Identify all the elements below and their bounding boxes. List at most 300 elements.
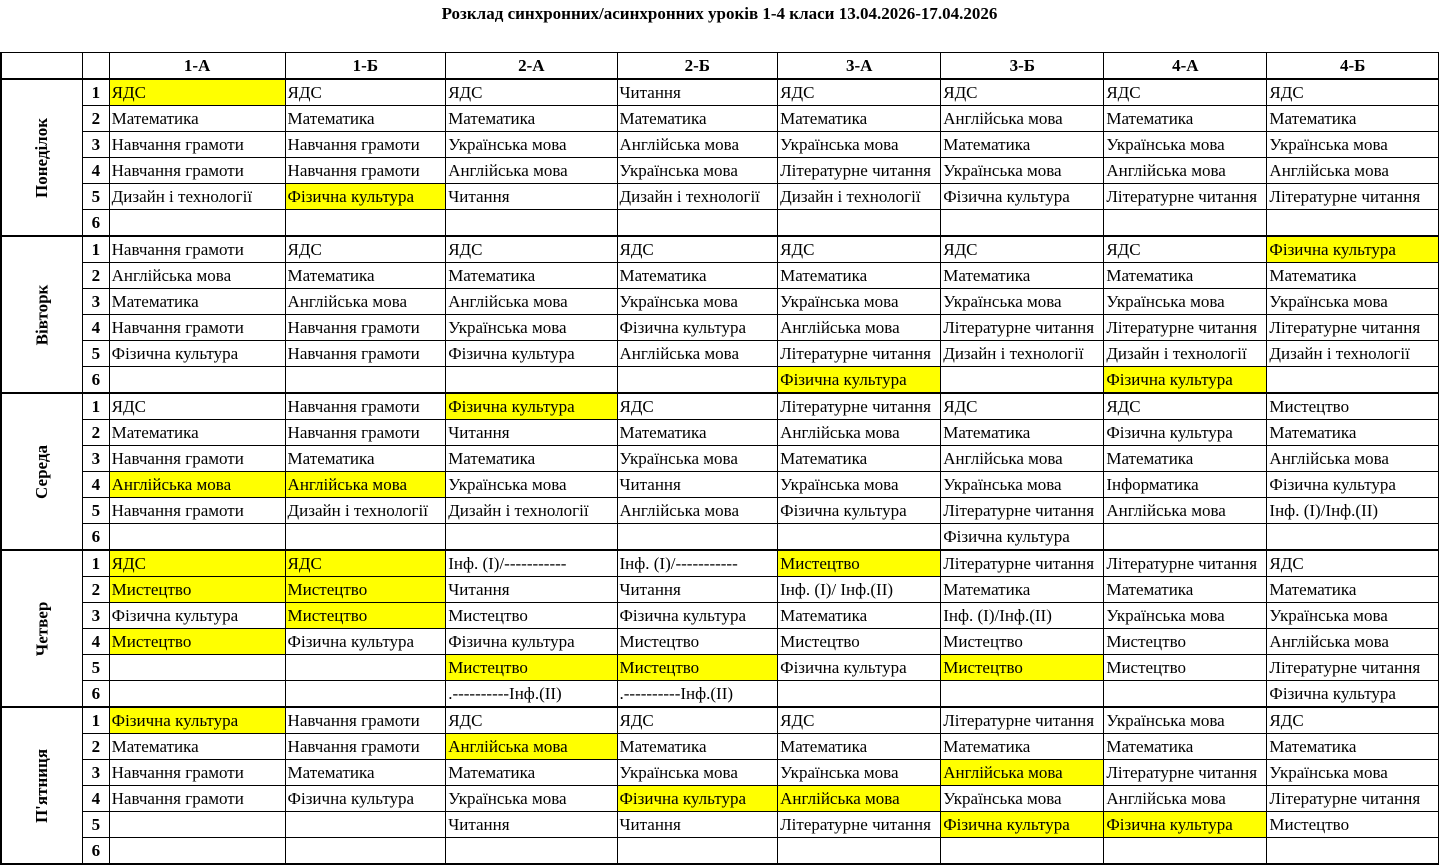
lesson-cell[interactable]: Математика	[1267, 420, 1439, 446]
lesson-cell[interactable]	[1104, 681, 1267, 708]
lesson-cell[interactable]: Англійська мова	[1104, 786, 1267, 812]
lesson-cell[interactable]: Українська мова	[941, 472, 1104, 498]
lesson-cell[interactable]: ЯДС	[109, 79, 285, 106]
lesson-cell[interactable]: ЯДС	[446, 79, 617, 106]
lesson-row	[1, 577, 1439, 603]
lesson-cell[interactable]: ЯДС	[285, 236, 446, 263]
lesson-cell[interactable]: Літературне читання	[1104, 184, 1267, 210]
lesson-cell[interactable]: Математика	[285, 446, 446, 472]
lesson-cell[interactable]: ЯДС	[285, 550, 446, 577]
lesson-cell[interactable]: Математика	[941, 420, 1104, 446]
lesson-cell[interactable]: ЯДС	[1104, 79, 1267, 106]
lesson-number: 1	[83, 550, 110, 577]
day-label	[1, 707, 83, 864]
lesson-cell[interactable]: Навчання грамоти	[285, 707, 446, 734]
lesson-cell[interactable]: Українська мова	[1267, 603, 1439, 629]
lesson-number: 3	[83, 760, 110, 786]
lesson-row	[1, 838, 1439, 865]
lesson-cell[interactable]: Математика	[109, 734, 285, 760]
lesson-cell[interactable]: Мистецтво	[617, 655, 778, 681]
lesson-cell[interactable]: Літературне читання	[778, 812, 941, 838]
lesson-cell[interactable]: Англійська мова	[941, 446, 1104, 472]
lesson-cell[interactable]: Дизайн і технології	[941, 341, 1104, 367]
class-header: 4-Б	[1267, 53, 1439, 80]
lesson-row	[1, 236, 1439, 263]
class-header: 1-Б	[285, 53, 446, 80]
lesson-cell[interactable]: Дизайн і технології	[1267, 341, 1439, 367]
lesson-row	[1, 655, 1439, 681]
lesson-row	[1, 315, 1439, 341]
lesson-cell[interactable]: Інф. (І)/Інф.(ІІ)	[1267, 498, 1439, 524]
lesson-cell[interactable]: Англійська мова	[778, 315, 941, 341]
lesson-number: 6	[83, 367, 110, 394]
lesson-cell[interactable]: ЯДС	[109, 550, 285, 577]
lesson-cell[interactable]: Літературне читання	[1104, 315, 1267, 341]
lesson-number: 4	[83, 315, 110, 341]
lesson-cell[interactable]: Фізична культура	[109, 707, 285, 734]
lesson-number: 1	[83, 707, 110, 734]
lesson-cell[interactable]: Інф. (І)/ Інф.(ІІ)	[778, 577, 941, 603]
lesson-cell[interactable]	[285, 655, 446, 681]
lesson-cell[interactable]: Навчання грамоти	[109, 446, 285, 472]
lesson-cell[interactable]: Англійська мова	[446, 158, 617, 184]
lesson-cell[interactable]: Математика	[1104, 446, 1267, 472]
lesson-cell[interactable]: Математика	[109, 106, 285, 132]
lesson-cell[interactable]: Читання	[446, 184, 617, 210]
lesson-cell[interactable]: Літературне читання	[1267, 655, 1439, 681]
lesson-cell[interactable]: Математика	[109, 420, 285, 446]
lesson-number: 2	[83, 106, 110, 132]
lesson-cell[interactable]: ЯДС	[941, 393, 1104, 420]
day-label	[1, 79, 83, 236]
lesson-cell[interactable]: Математика	[617, 734, 778, 760]
lesson-cell[interactable]: Навчання грамоти	[109, 786, 285, 812]
lesson-row	[1, 707, 1439, 734]
lesson-cell[interactable]	[617, 524, 778, 551]
lesson-cell[interactable]	[285, 838, 446, 865]
lesson-cell[interactable]: Математика	[285, 106, 446, 132]
lesson-cell[interactable]: Англійська мова	[109, 263, 285, 289]
lesson-row	[1, 420, 1439, 446]
lesson-cell[interactable]	[1267, 524, 1439, 551]
lesson-cell[interactable]: Математика	[285, 760, 446, 786]
lesson-cell[interactable]: ЯДС	[1104, 236, 1267, 263]
lesson-cell[interactable]: Українська мова	[1104, 132, 1267, 158]
lesson-cell[interactable]: Навчання грамоти	[285, 393, 446, 420]
lesson-cell[interactable]: Мистецтво	[109, 629, 285, 655]
lesson-cell[interactable]: Фізична культура	[446, 629, 617, 655]
lesson-cell[interactable]: Математика	[109, 289, 285, 315]
lesson-row	[1, 734, 1439, 760]
lesson-cell[interactable]: Українська мова	[1104, 707, 1267, 734]
lesson-number: 4	[83, 158, 110, 184]
lesson-cell[interactable]: Математика	[285, 263, 446, 289]
lesson-cell[interactable]	[109, 524, 285, 551]
lesson-number: 6	[83, 524, 110, 551]
day-name: Вівторк	[31, 284, 51, 345]
lesson-cell[interactable]: Навчання грамоти	[285, 158, 446, 184]
lesson-row	[1, 263, 1439, 289]
lesson-cell[interactable]: Навчання грамоти	[109, 132, 285, 158]
lesson-cell[interactable]: Фізична культура	[941, 812, 1104, 838]
lesson-cell[interactable]: ЯДС	[778, 707, 941, 734]
lesson-cell[interactable]: Математика	[1267, 106, 1439, 132]
lesson-row	[1, 367, 1439, 394]
lesson-cell[interactable]: Читання	[617, 812, 778, 838]
lesson-cell[interactable]	[617, 210, 778, 237]
lesson-cell[interactable]: Мистецтво	[778, 550, 941, 577]
lesson-cell[interactable]: ЯДС	[617, 393, 778, 420]
lesson-cell[interactable]	[941, 210, 1104, 237]
lesson-cell[interactable]: Англійська мова	[285, 289, 446, 315]
lesson-cell[interactable]: Українська мова	[1104, 289, 1267, 315]
lesson-cell[interactable]: Літературне читання	[1267, 786, 1439, 812]
lesson-cell[interactable]	[109, 367, 285, 394]
lesson-cell[interactable]: Мистецтво	[941, 629, 1104, 655]
schedule-title: Розклад синхронних/асинхронних уроків 1-4 класи 13.04.2026-17.04.2026	[441, 4, 998, 23]
lesson-cell[interactable]: Інф. (І)/Інф.(ІІ)	[941, 603, 1104, 629]
lesson-cell[interactable]: Українська мова	[446, 132, 617, 158]
lesson-cell[interactable]	[285, 524, 446, 551]
lesson-cell[interactable]: Мистецтво	[1267, 812, 1439, 838]
lesson-cell[interactable]: Фізична культура	[285, 786, 446, 812]
lesson-cell[interactable]: ЯДС	[446, 707, 617, 734]
lesson-cell[interactable]	[941, 367, 1104, 394]
lesson-cell[interactable]: Літературне читання	[1267, 315, 1439, 341]
lesson-cell[interactable]	[109, 210, 285, 237]
lesson-cell[interactable]: ЯДС	[446, 236, 617, 263]
lesson-cell[interactable]: Англійська мова	[617, 341, 778, 367]
lesson-cell[interactable]: Українська мова	[941, 289, 1104, 315]
lesson-cell[interactable]: Дизайн і технології	[1104, 341, 1267, 367]
schedule-table	[0, 52, 1439, 865]
lesson-cell[interactable]: Фізична культура	[109, 603, 285, 629]
lesson-cell[interactable]: Українська мова	[941, 158, 1104, 184]
lesson-cell[interactable]: Навчання грамоти	[285, 420, 446, 446]
lesson-cell[interactable]: Українська мова	[617, 760, 778, 786]
lesson-cell[interactable]: Англійська мова	[617, 498, 778, 524]
lesson-cell[interactable]: Дизайн і технології	[285, 498, 446, 524]
lesson-cell[interactable]: Фізична культура	[1267, 236, 1439, 263]
lesson-cell[interactable]	[446, 210, 617, 237]
lesson-cell[interactable]: Навчання грамоти	[109, 315, 285, 341]
lesson-cell[interactable]	[778, 838, 941, 865]
lesson-cell[interactable]: Математика	[778, 446, 941, 472]
lesson-cell[interactable]: Математика	[778, 603, 941, 629]
lesson-cell[interactable]: Фізична культура	[778, 498, 941, 524]
lesson-cell[interactable]: Інф. (І)/-----------	[446, 550, 617, 577]
lesson-cell[interactable]: Мистецтво	[285, 577, 446, 603]
lesson-cell[interactable]: Літературне читання	[1104, 760, 1267, 786]
lesson-cell[interactable]: ЯДС	[1267, 79, 1439, 106]
lesson-cell[interactable]: Фізична культура	[778, 367, 941, 394]
lesson-cell[interactable]: Читання	[617, 577, 778, 603]
lesson-cell[interactable]: .----------Інф.(ІІ)	[617, 681, 778, 708]
lesson-number: 2	[83, 577, 110, 603]
lesson-cell[interactable]: Фізична культура	[941, 184, 1104, 210]
lesson-cell[interactable]	[285, 367, 446, 394]
lesson-cell[interactable]: Літературне читання	[778, 341, 941, 367]
lesson-cell[interactable]: Фізична культура	[446, 393, 617, 420]
lesson-cell[interactable]: Навчання грамоти	[109, 158, 285, 184]
lesson-cell[interactable]: Дизайн і технології	[617, 184, 778, 210]
lesson-cell[interactable]: Українська мова	[778, 760, 941, 786]
lesson-number: 2	[83, 734, 110, 760]
lesson-cell[interactable]: Математика	[941, 132, 1104, 158]
lesson-cell[interactable]	[1104, 210, 1267, 237]
lesson-cell[interactable]	[1104, 838, 1267, 865]
lesson-cell[interactable]: Англійська мова	[778, 420, 941, 446]
lesson-cell[interactable]: Дизайн і технології	[109, 184, 285, 210]
lesson-cell[interactable]: Мистецтво	[446, 655, 617, 681]
lesson-cell[interactable]: Фізична культура	[1104, 420, 1267, 446]
lesson-cell[interactable]	[617, 838, 778, 865]
lesson-cell[interactable]	[109, 838, 285, 865]
lesson-row	[1, 79, 1439, 106]
lesson-cell[interactable]: Математика	[1104, 577, 1267, 603]
lesson-cell[interactable]: Математика	[941, 577, 1104, 603]
lesson-cell[interactable]: Навчання грамоти	[109, 236, 285, 263]
lesson-cell[interactable]	[446, 367, 617, 394]
lesson-cell[interactable]: Літературне читання	[1267, 184, 1439, 210]
lesson-cell[interactable]: Фізична культура	[285, 629, 446, 655]
lesson-number: 2	[83, 420, 110, 446]
lesson-cell[interactable]: Математика	[941, 263, 1104, 289]
lesson-cell[interactable]: Читання	[446, 420, 617, 446]
lesson-cell[interactable]: Українська мова	[778, 472, 941, 498]
lesson-cell[interactable]: Математика	[446, 446, 617, 472]
corner-cell	[1, 53, 83, 80]
lesson-cell[interactable]: Фізична культура	[1104, 367, 1267, 394]
lesson-cell[interactable]: Українська мова	[1267, 760, 1439, 786]
lesson-cell[interactable]: ЯДС	[778, 236, 941, 263]
lesson-cell[interactable]: Математика	[1267, 263, 1439, 289]
lesson-cell[interactable]: Українська мова	[1267, 289, 1439, 315]
lesson-cell[interactable]	[1267, 838, 1439, 865]
lesson-cell[interactable]: Мистецтво	[1104, 655, 1267, 681]
lesson-cell[interactable]: Читання	[446, 577, 617, 603]
lesson-number: 4	[83, 629, 110, 655]
lesson-cell[interactable]: Математика	[778, 263, 941, 289]
lesson-cell[interactable]	[617, 367, 778, 394]
lesson-cell[interactable]: Англійська мова	[446, 734, 617, 760]
lesson-cell[interactable]	[941, 681, 1104, 708]
lesson-number: 3	[83, 603, 110, 629]
lesson-row	[1, 681, 1439, 708]
lesson-cell[interactable]: Українська мова	[446, 472, 617, 498]
lesson-cell[interactable]: Українська мова	[778, 132, 941, 158]
lesson-cell[interactable]	[109, 655, 285, 681]
lesson-row	[1, 184, 1439, 210]
lesson-cell[interactable]: Українська мова	[617, 289, 778, 315]
lesson-cell[interactable]	[285, 681, 446, 708]
lesson-cell[interactable]: Українська мова	[941, 786, 1104, 812]
lesson-cell[interactable]: Фізична культура	[617, 603, 778, 629]
lesson-cell[interactable]: Математика	[1104, 106, 1267, 132]
lesson-number: 5	[83, 498, 110, 524]
lesson-row	[1, 812, 1439, 838]
lesson-cell[interactable]: Математика	[1104, 263, 1267, 289]
class-header: 4-А	[1104, 53, 1267, 80]
lesson-cell[interactable]: ЯДС	[941, 79, 1104, 106]
lesson-cell[interactable]: Мистецтво	[1267, 393, 1439, 420]
lesson-cell[interactable]: Літературне читання	[941, 498, 1104, 524]
lesson-cell[interactable]: Літературне читання	[778, 158, 941, 184]
lesson-cell[interactable]	[778, 681, 941, 708]
lesson-cell[interactable]: Мистецтво	[617, 629, 778, 655]
lesson-cell[interactable]: Читання	[617, 472, 778, 498]
lesson-cell[interactable]: Англійська мова	[1104, 158, 1267, 184]
lesson-row	[1, 289, 1439, 315]
lesson-cell[interactable]: Математика	[446, 106, 617, 132]
lesson-cell[interactable]: Літературне читання	[778, 393, 941, 420]
lesson-cell[interactable]: Навчання грамоти	[285, 315, 446, 341]
lesson-cell[interactable]: ЯДС	[109, 393, 285, 420]
lesson-number: 6	[83, 681, 110, 708]
lesson-cell[interactable]: Інф. (І)/-----------	[617, 550, 778, 577]
lesson-cell[interactable]	[446, 524, 617, 551]
lesson-cell[interactable]: Фізична культура	[941, 524, 1104, 551]
lesson-cell[interactable]: Англійська мова	[285, 472, 446, 498]
lesson-cell[interactable]: Мистецтво	[1104, 629, 1267, 655]
lesson-cell[interactable]: Дизайн і технології	[778, 184, 941, 210]
lesson-cell[interactable]: Математика	[1267, 577, 1439, 603]
lesson-cell[interactable]: Англійська мова	[941, 106, 1104, 132]
lesson-cell[interactable]: Англійська мова	[1267, 158, 1439, 184]
lesson-cell[interactable]: Англійська мова	[617, 132, 778, 158]
lesson-cell[interactable]: Читання	[617, 79, 778, 106]
lesson-number: 5	[83, 655, 110, 681]
lesson-cell[interactable]: Англійська мова	[109, 472, 285, 498]
lesson-row	[1, 132, 1439, 158]
lesson-cell[interactable]: Математика	[446, 760, 617, 786]
lesson-cell[interactable]: Українська мова	[446, 786, 617, 812]
lesson-row	[1, 393, 1439, 420]
lesson-cell[interactable]	[1267, 367, 1439, 394]
empty-row	[0, 27, 1439, 52]
lesson-cell[interactable]	[778, 210, 941, 237]
lesson-cell[interactable]: Фізична культура	[1104, 812, 1267, 838]
lesson-cell[interactable]: Мистецтво	[109, 577, 285, 603]
lesson-cell[interactable]: Математика	[617, 263, 778, 289]
lesson-cell[interactable]: Українська мова	[1267, 132, 1439, 158]
day-label	[1, 550, 83, 707]
lesson-cell[interactable]: Українська мова	[617, 158, 778, 184]
lesson-cell[interactable]: Англійська мова	[941, 760, 1104, 786]
lesson-row	[1, 550, 1439, 577]
lesson-number: 2	[83, 263, 110, 289]
lesson-cell[interactable]: Українська мова	[1104, 603, 1267, 629]
lesson-cell[interactable]: Літературне читання	[941, 315, 1104, 341]
lesson-cell[interactable]	[109, 812, 285, 838]
lesson-cell[interactable]: Літературне читання	[941, 550, 1104, 577]
lesson-cell[interactable]	[446, 838, 617, 865]
lesson-cell[interactable]: Інформатика	[1104, 472, 1267, 498]
class-header: 2-А	[446, 53, 617, 80]
lesson-cell[interactable]: ЯДС	[617, 707, 778, 734]
lesson-cell[interactable]: Фізична культура	[1267, 681, 1439, 708]
lesson-cell[interactable]: Математика	[1267, 734, 1439, 760]
lesson-cell[interactable]: Фізична культура	[778, 655, 941, 681]
lesson-cell[interactable]: Фізична культура	[617, 786, 778, 812]
lesson-cell[interactable]: Дизайн і технології	[446, 498, 617, 524]
lesson-cell[interactable]: ЯДС	[1104, 393, 1267, 420]
lesson-cell[interactable]: ЯДС	[285, 79, 446, 106]
lesson-cell[interactable]: ЯДС	[1267, 707, 1439, 734]
lesson-cell[interactable]: Математика	[778, 106, 941, 132]
lesson-cell[interactable]: Фізична культура	[446, 341, 617, 367]
day-name: Понеділок	[32, 117, 51, 198]
lesson-cell[interactable]: Математика	[941, 734, 1104, 760]
lesson-cell[interactable]: Літературне читання	[941, 707, 1104, 734]
lesson-cell[interactable]: Мистецтво	[285, 603, 446, 629]
lesson-cell[interactable]: Мистецтво	[941, 655, 1104, 681]
lesson-cell[interactable]: Англійська мова	[1104, 498, 1267, 524]
lesson-cell[interactable]: Англійська мова	[778, 786, 941, 812]
day-name: Четвер	[32, 601, 51, 656]
lesson-row	[1, 629, 1439, 655]
lesson-cell[interactable]: Фізична культура	[617, 315, 778, 341]
lesson-cell[interactable]: Фізична культура	[109, 341, 285, 367]
lesson-cell[interactable]	[285, 210, 446, 237]
lesson-number: 1	[83, 393, 110, 420]
lesson-cell[interactable]: Навчання грамоти	[109, 498, 285, 524]
day-name: П'ятниця	[31, 748, 51, 823]
lesson-row	[1, 603, 1439, 629]
lesson-cell[interactable]: Українська мова	[446, 315, 617, 341]
lesson-row	[1, 472, 1439, 498]
day-label	[1, 393, 83, 550]
lesson-cell[interactable]: Мистецтво	[446, 603, 617, 629]
lesson-cell[interactable]: ЯДС	[941, 236, 1104, 263]
lesson-cell[interactable]: Математика	[617, 420, 778, 446]
lesson-cell[interactable]	[109, 681, 285, 708]
class-header: 3-А	[778, 53, 941, 80]
lesson-cell[interactable]: ЯДС	[617, 236, 778, 263]
lesson-cell[interactable]: Літературне читання	[1104, 550, 1267, 577]
lesson-cell[interactable]: Навчання грамоти	[109, 760, 285, 786]
lesson-cell[interactable]: Навчання грамоти	[285, 734, 446, 760]
lesson-cell[interactable]: Англійська мова	[446, 289, 617, 315]
lesson-cell[interactable]: Фізична культура	[285, 184, 446, 210]
lesson-cell[interactable]: Математика	[1104, 734, 1267, 760]
lesson-cell[interactable]: .----------Інф.(ІІ)	[446, 681, 617, 708]
lesson-cell[interactable]	[285, 812, 446, 838]
lesson-cell[interactable]: Математика	[617, 106, 778, 132]
lesson-cell[interactable]: ЯДС	[1267, 550, 1439, 577]
lesson-cell[interactable]: Навчання грамоти	[285, 341, 446, 367]
lesson-cell[interactable]: Математика	[778, 734, 941, 760]
lesson-cell[interactable]: Фізична культура	[1267, 472, 1439, 498]
lesson-cell[interactable]: Українська мова	[617, 446, 778, 472]
lesson-cell[interactable]	[1104, 524, 1267, 551]
lesson-cell[interactable]: Англійська мова	[1267, 446, 1439, 472]
lesson-cell[interactable]: Мистецтво	[778, 629, 941, 655]
day-label	[1, 236, 83, 393]
lesson-cell[interactable]	[1267, 210, 1439, 237]
lesson-cell[interactable]: Математика	[446, 263, 617, 289]
lesson-cell[interactable]: Українська мова	[778, 289, 941, 315]
lesson-number: 3	[83, 289, 110, 315]
lesson-cell[interactable]	[941, 838, 1104, 865]
lesson-number: 4	[83, 786, 110, 812]
lesson-cell[interactable]: ЯДС	[778, 79, 941, 106]
lesson-cell[interactable]: Навчання грамоти	[285, 132, 446, 158]
lesson-cell[interactable]	[778, 524, 941, 551]
lesson-cell[interactable]: Англійська мова	[1267, 629, 1439, 655]
lesson-row	[1, 106, 1439, 132]
lesson-cell[interactable]: Читання	[446, 812, 617, 838]
